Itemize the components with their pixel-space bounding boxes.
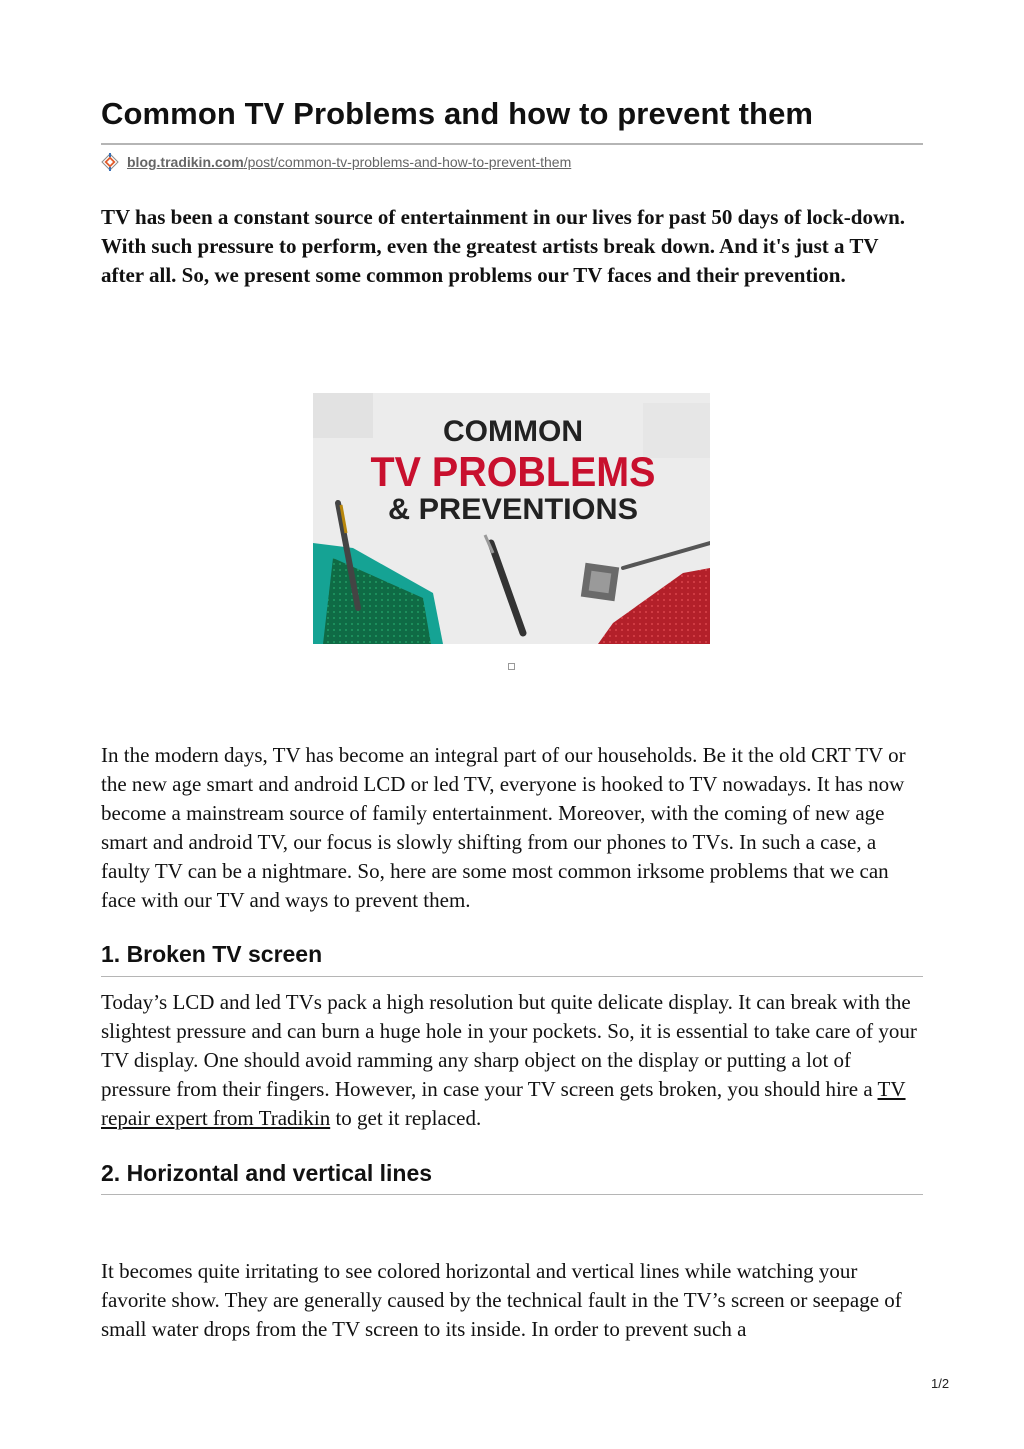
section-heading-broken-screen: 1. Broken TV screen	[101, 941, 323, 967]
source-path-link[interactable]: /post/common-tv-problems-and-how-to-prevent-them	[243, 154, 572, 170]
section-paragraph-lines: It becomes quite irritating to see colored horizontal and vertical lines while watching your favorite show. They are generally caused by the technical fault in the TV’s screen or seepage of small water drops from the TV screen to its inside. In order to prevent such a	[101, 1259, 902, 1341]
source-domain-link[interactable]: blog.tradikin.com	[127, 154, 244, 170]
hero-line-3: & PREVENTIONS	[388, 493, 638, 526]
section-paragraph-broken-screen	[101, 988, 923, 1133]
hero-image	[313, 393, 710, 644]
lede-paragraph: TV has been a constant source of entertainment in our lives for past 50 days of lock-down. With such pressure to perform, even the greatest artists break down. And it's just a TV after all. So, we present some common problems our TV faces and their prevention.	[101, 205, 906, 287]
section-divider	[101, 976, 923, 977]
paragraph-text: to get it replaced.	[330, 1106, 482, 1130]
source-line	[101, 153, 571, 171]
hero-line-1: COMMON	[443, 415, 583, 448]
page-title: Common TV Problems and how to prevent them	[101, 96, 814, 131]
paragraph-text: Today’s LCD and led TVs pack a high resolution but quite delicate display. It can break with the slightest pressure and can burn a huge hole in your pockets. So, it is essential to take care of your TV display. One should avoid ramming any sharp object on the display or putting a lot of pressure from their fingers. However, in case your TV screen gets broken, you should hire a	[101, 990, 917, 1101]
intro-paragraph: In the modern days, TV has become an integral part of our households. Be it the old CRT TV or the new age smart and android LCD or led TV, everyone is hooked to TV nowadays. It has now become a mainstream source of family entertainment. Moreover, with the coming of new age smart and android TV, our focus is slowly shifting from our phones to TVs. In such a case, a faulty TV can be a nightmare. So, here are some most common irksome problems that we can face with our TV and ways to prevent them.	[101, 743, 906, 912]
image-placeholder-icon	[508, 663, 515, 670]
tv-repair-expert-link[interactable]: TV repair expert from Tradikin	[101, 1077, 906, 1130]
hero-line-2: TV PROBLEMS	[370, 448, 656, 495]
title-divider	[101, 143, 923, 145]
section-divider	[101, 1194, 923, 1195]
tradikin-favicon-icon	[101, 153, 119, 171]
page-number: 1/2	[931, 1376, 950, 1391]
section-heading-lines: 2. Horizontal and vertical lines	[101, 1160, 433, 1186]
